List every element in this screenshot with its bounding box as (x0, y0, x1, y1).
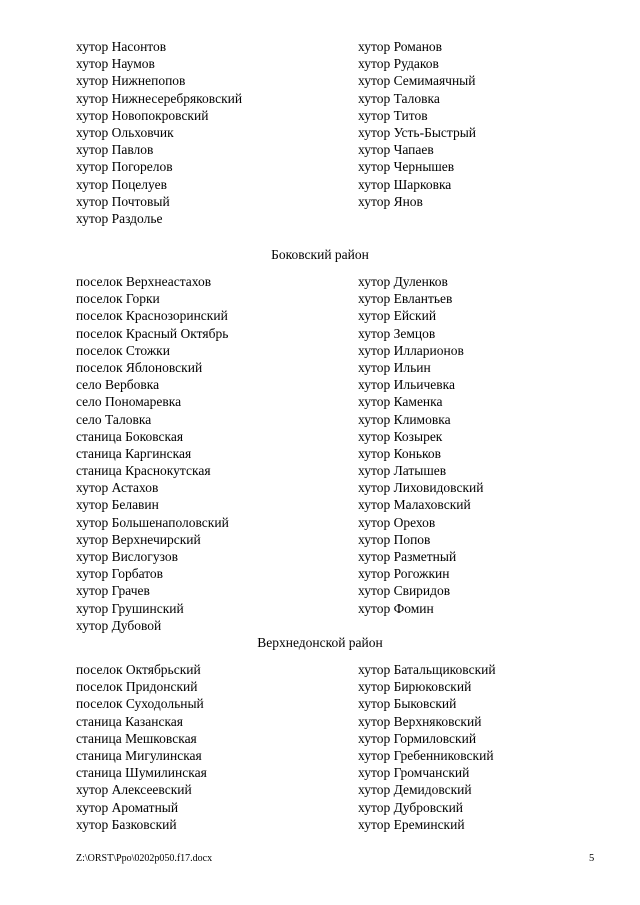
list-item: хутор Земцов (358, 325, 436, 341)
list-item: хутор Каменка (358, 394, 443, 410)
list-item: хутор Лиховидовский (358, 480, 484, 496)
list-item: хутор Ейский (358, 308, 437, 324)
list-item: село Таловка (76, 411, 152, 427)
list-item: хутор Ольховчик (76, 124, 174, 140)
list-item: хутор Белавин (76, 497, 159, 513)
list-item: село Вербовка (76, 377, 160, 393)
list-item: хутор Ароматный (76, 799, 179, 815)
list-item: хутор Алексеевский (76, 782, 192, 798)
list-item: хутор Грушинский (76, 600, 184, 616)
list-item: станица Мигулинская (76, 747, 202, 763)
list-item: хутор Большенаполовский (76, 514, 229, 530)
list-item: хутор Верхнечирский (76, 531, 201, 547)
list-item: хутор Нижнепопов (76, 73, 186, 89)
list-item: хутор Погорелов (76, 159, 173, 175)
list-item: хутор Латышев (358, 463, 447, 479)
list-item: хутор Таловка (358, 90, 440, 106)
list-item: поселок Суходольный (76, 696, 204, 712)
list-item: хутор Бирюковский (358, 679, 472, 695)
list-item: хутор Грачев (76, 583, 150, 599)
section-0-left-column (76, 38, 346, 227)
list-item: хутор Рогожкин (358, 566, 450, 582)
list-item: хутор Попов (358, 531, 431, 547)
list-item: хутор Усть-Быстрый (358, 124, 476, 140)
list-item: хутор Янов (358, 193, 423, 209)
list-item: поселок Яблоновский (76, 359, 203, 375)
list-item: станица Казанская (76, 713, 184, 729)
list-item: хутор Ильичевка (358, 377, 455, 393)
section-1-right-column (358, 273, 628, 617)
list-item: хутор Ереминский (358, 816, 465, 832)
section-2-heading: Верхнедонской район (257, 635, 383, 650)
list-item: хутор Гормиловский (358, 730, 477, 746)
section-2-right-column (358, 661, 628, 833)
list-item: хутор Горбатов (76, 566, 164, 582)
list-item: хутор Демидовский (358, 782, 472, 798)
list-item: хутор Насонтов (76, 39, 167, 54)
list-item: хутор Поцелуев (76, 176, 167, 192)
list-item: хутор Павлов (76, 142, 154, 158)
list-item: село Пономаревка (76, 394, 182, 410)
list-item: поселок Придонский (76, 679, 198, 695)
list-item: хутор Рудаков (358, 56, 439, 72)
list-item: хутор Астахов (76, 480, 159, 496)
list-item: хутор Илларионов (358, 342, 464, 358)
list-item: хутор Быковский (358, 696, 457, 712)
list-item: станица Краснокутская (76, 463, 211, 479)
list-item: станица Боковская (76, 428, 184, 444)
list-item: хутор Семимаячный (358, 73, 476, 89)
list-item: хутор Батальщиковский (358, 662, 496, 677)
list-item: хутор Чапаев (358, 142, 434, 158)
list-item: хутор Дубовой (76, 617, 162, 633)
list-item: хутор Гребенниковский (358, 747, 494, 763)
list-item: хутор Ильин (358, 359, 431, 375)
list-item: хутор Евлантьев (358, 291, 453, 307)
section-1-heading: Боковский район (271, 247, 369, 262)
list-item: станица Шумилинская (76, 765, 207, 781)
list-item: хутор Малаховский (358, 497, 471, 513)
list-item: хутор Нижнесеребряковский (76, 90, 243, 106)
list-item: хутор Романов (358, 39, 443, 54)
list-item: хутор Дубровский (358, 799, 464, 815)
list-item: поселок Краснозоринский (76, 308, 228, 324)
list-item: поселок Красный Октябрь (76, 325, 229, 341)
list-item: хутор Орехов (358, 514, 436, 530)
list-item: хутор Фомин (358, 600, 434, 616)
section-0-right-column (358, 38, 628, 210)
list-item: хутор Свиридов (358, 583, 451, 599)
list-item: поселок Стожки (76, 342, 170, 358)
section-2-left-column (76, 661, 346, 833)
list-item: станица Каргинская (76, 445, 192, 461)
list-item: хутор Шарковка (358, 176, 452, 192)
list-item: хутор Почтовый (76, 193, 170, 209)
footer-file-path: Z:\ORST\Ppo\0202p050.f17.docx (76, 853, 213, 864)
list-item: хутор Наумов (76, 56, 155, 72)
list-item: хутор Верхняковский (358, 713, 482, 729)
section-1-left-column (76, 273, 346, 634)
list-item: поселок Верхнеастахов (76, 274, 212, 289)
list-item: хутор Вислогузов (76, 549, 178, 564)
list-item: хутор Разметный (358, 549, 457, 564)
list-item: поселок Октябрьский (76, 662, 201, 677)
list-item: хутор Коньков (358, 445, 442, 461)
list-item: хутор Базковский (76, 816, 177, 832)
footer-page-number: 5 (589, 853, 595, 864)
list-item: хутор Новопокровский (76, 107, 209, 123)
list-item: станица Мешковская (76, 730, 197, 746)
list-item: хутор Титов (358, 107, 428, 123)
list-item: хутор Дуленков (358, 274, 448, 289)
list-item: хутор Чернышев (358, 159, 455, 175)
list-item: хутор Климовка (358, 411, 451, 427)
list-item: поселок Горки (76, 291, 160, 307)
list-item: хутор Громчанский (358, 765, 470, 781)
list-item: хутор Раздолье (76, 210, 163, 226)
list-item: хутор Козырек (358, 428, 443, 444)
